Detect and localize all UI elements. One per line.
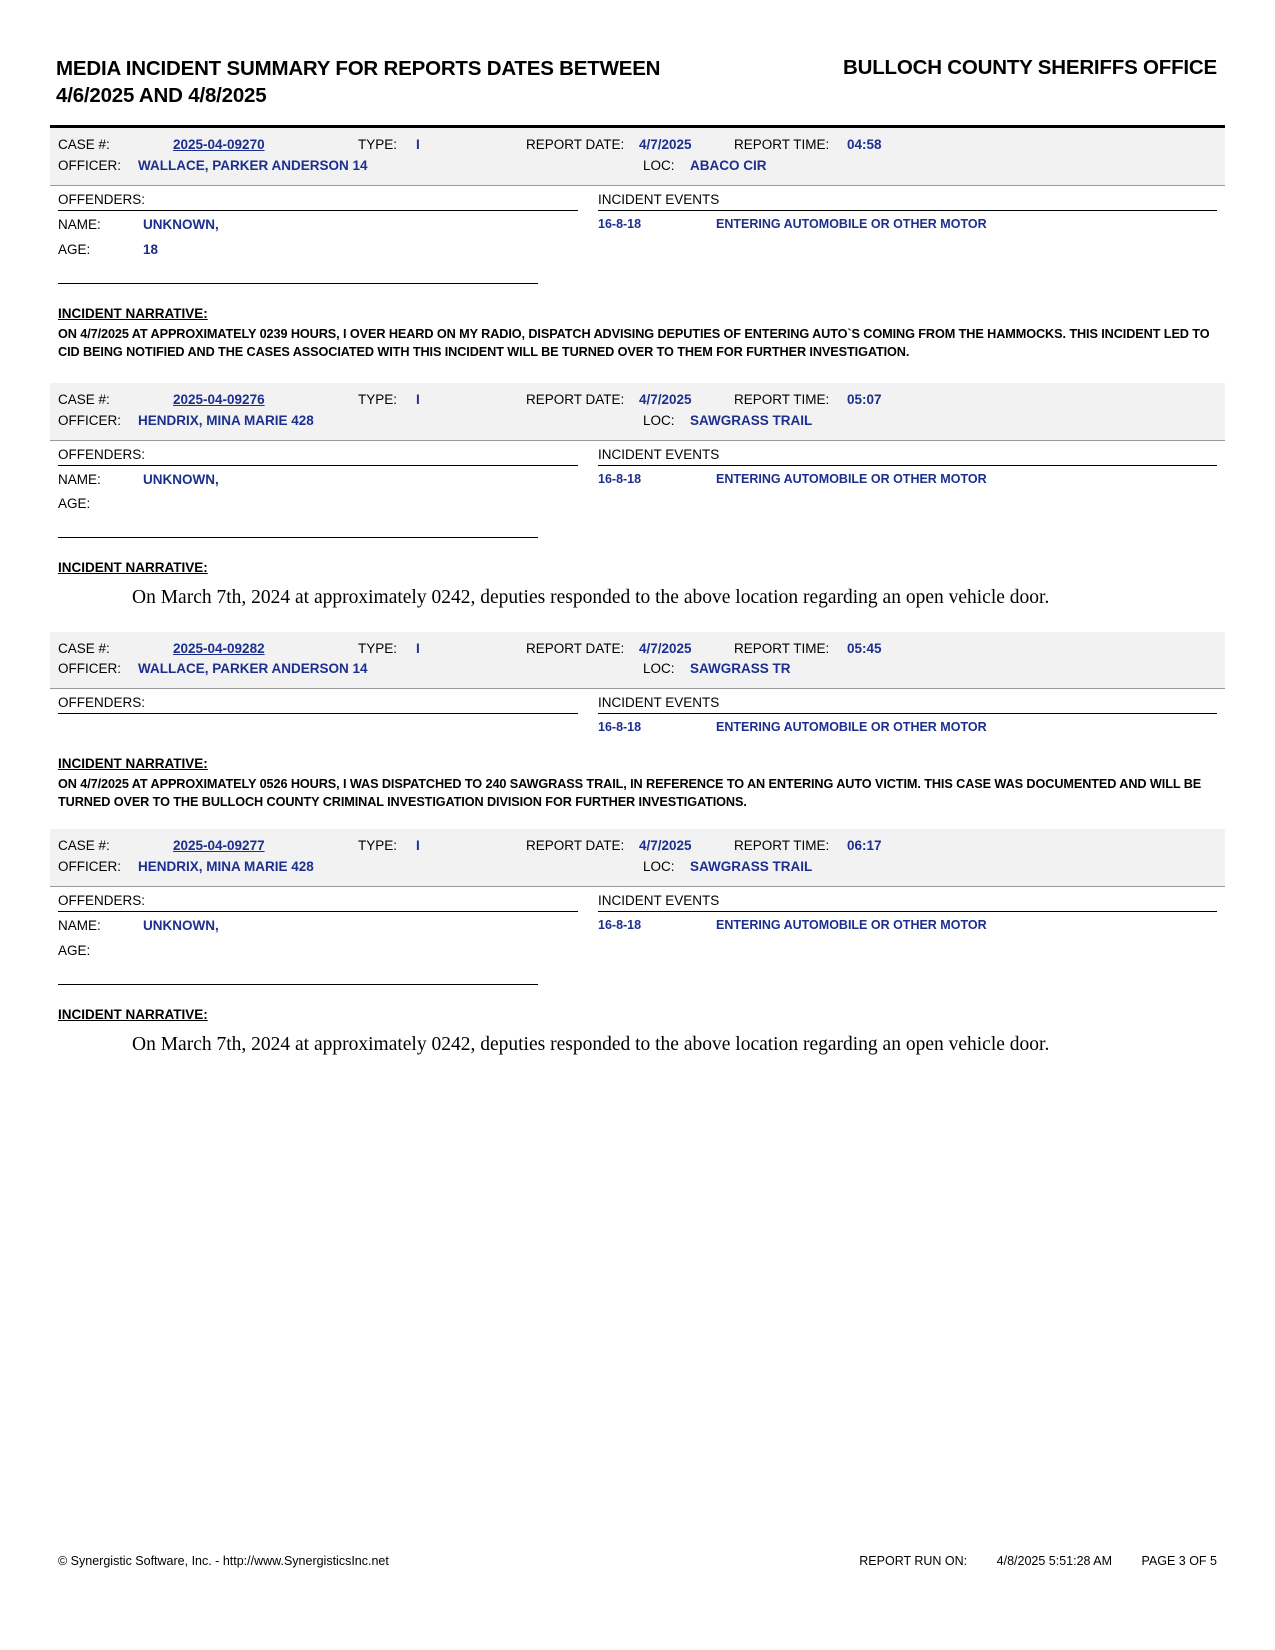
event-code: 16-8-18 <box>598 720 642 735</box>
event-row <box>598 912 1217 932</box>
event-code: 16-8-18 <box>598 471 642 486</box>
case-header <box>50 128 1225 186</box>
event-row <box>598 466 1217 486</box>
officer-label: OFFICER: <box>58 158 121 174</box>
events-section <box>598 887 1217 962</box>
offenders-bottom-divider <box>58 537 538 538</box>
officer-value: HENDRIX, MINA MARIE 428 <box>138 412 314 428</box>
offender-age-label: AGE: <box>58 496 91 512</box>
offender-age-value: 18 <box>143 241 159 257</box>
event-code: 16-8-18 <box>598 216 642 231</box>
report-date-value: 4/7/2025 <box>639 640 692 656</box>
case-details <box>50 441 1225 516</box>
offender-name-value: UNKNOWN, <box>143 918 219 934</box>
case-number-label: CASE #: <box>58 137 110 153</box>
case-details <box>50 887 1225 962</box>
report-date-label: REPORT DATE: <box>526 391 625 407</box>
page-number: PAGE 3 OF 5 <box>1141 1554 1217 1568</box>
events-section <box>598 689 1217 734</box>
offenders-bottom-divider <box>58 984 538 985</box>
report-date-value: 4/7/2025 <box>639 137 692 153</box>
narrative-text: ON 4/7/2025 AT APPROXIMATELY 0239 HOURS, I OVER HEARD ON MY RADIO, DISPATCH ADVISING DEPUTIES OF ENTERING AUTO`S COMING FROM THE HAMMOCKS. THIS INCIDENT LED TO CID BEING NOTIFIED AND THE CASES ASSOCIATED WITH THIS INCIDENT WILL BE TURNED OVER TO THEM FOR FURTHER INVESTIGATION. <box>58 326 1210 359</box>
report-time-value: 06:17 <box>847 838 882 854</box>
report-date-label: REPORT DATE: <box>526 640 625 656</box>
type-label: TYPE: <box>358 137 398 153</box>
offender-age-label: AGE: <box>58 241 91 257</box>
offender-name-label: NAME: <box>58 216 101 232</box>
incident-events-label: INCIDENT EVENTS <box>598 191 720 207</box>
event-description: ENTERING AUTOMOBILE OR OTHER MOTOR <box>716 720 987 735</box>
event-description: ENTERING AUTOMOBILE OR OTHER MOTOR <box>716 918 987 933</box>
offenders-bottom-divider <box>58 283 538 284</box>
officer-value: HENDRIX, MINA MARIE 428 <box>138 859 314 875</box>
offender-name-row <box>58 466 578 491</box>
case-number-label: CASE #: <box>58 640 110 656</box>
events-section <box>598 186 1217 261</box>
offenders-section <box>58 689 598 734</box>
case-number-label: CASE #: <box>58 391 110 407</box>
event-description: ENTERING AUTOMOBILE OR OTHER MOTOR <box>716 216 987 231</box>
report-date-value: 4/7/2025 <box>639 391 692 407</box>
officer-label: OFFICER: <box>58 859 121 875</box>
type-value: I <box>416 640 420 656</box>
report-time-label: REPORT TIME: <box>734 640 830 656</box>
offender-name-value: UNKNOWN, <box>143 216 219 232</box>
location-label: LOC: <box>643 158 675 174</box>
agency-name: BULLOCH COUNTY SHERIFFS OFFICE <box>842 56 1217 79</box>
type-value: I <box>416 391 420 407</box>
report-date-label: REPORT DATE: <box>526 137 625 153</box>
page-title: MEDIA INCIDENT SUMMARY FOR REPORTS DATES BETWEEN 4/6/2025 AND 4/8/2025 <box>56 57 661 108</box>
report-time-label: REPORT TIME: <box>734 391 830 407</box>
footer-meta <box>833 1554 1217 1568</box>
event-row <box>598 211 1217 231</box>
officer-value: WALLACE, PARKER ANDERSON 14 <box>138 661 368 677</box>
offender-name-label: NAME: <box>58 918 101 934</box>
report-time-value: 04:58 <box>847 137 882 153</box>
footer-copyright: © Synergistic Software, Inc. - http://www.SynergisticsInc.net <box>58 1554 389 1568</box>
narrative-text <box>50 1022 1225 1060</box>
case-number-value[interactable]: 2025-04-09282 <box>173 640 265 656</box>
offender-age-row <box>58 490 578 515</box>
incident-events-label: INCIDENT EVENTS <box>598 446 720 462</box>
offenders-label: OFFENDERS: <box>58 893 146 909</box>
narrative-title: INCIDENT NARRATIVE: <box>58 560 208 576</box>
location-value: SAWGRASS TRAIL <box>690 859 813 875</box>
narrative-text <box>50 575 1225 613</box>
narrative-text: ON 4/7/2025 AT APPROXIMATELY 0526 HOURS, I WAS DISPATCHED TO 240 SAWGRASS TRAIL, IN REFERENCE TO AN ENTERING AUTO VICTIM. THIS CASE WAS DOCUMENTED AND WILL BE TURNED OVER TO THE BULLOCH COUNTY CRIMINAL INVESTIGATION DIVISION FOR FURTHER INVESTIGATIONS. <box>58 777 1202 810</box>
offender-name-row <box>58 912 578 937</box>
narrative-paragraph: On March 7th, 2024 at approximately 0242, deputies responded to the above location regarding an open vehicle door. <box>132 1033 1050 1055</box>
case-block <box>50 128 1225 361</box>
event-description: ENTERING AUTOMOBILE OR OTHER MOTOR <box>716 471 987 486</box>
case-number-label: CASE #: <box>58 838 110 854</box>
location-value: ABACO CIR <box>690 158 767 174</box>
report-run-label: REPORT RUN ON: <box>859 1554 968 1568</box>
document-header <box>50 55 1225 109</box>
offenders-section <box>58 186 598 261</box>
report-time-label: REPORT TIME: <box>734 838 830 854</box>
case-header <box>50 632 1225 690</box>
offender-name-row <box>58 211 578 236</box>
offenders-label: OFFENDERS: <box>58 191 146 207</box>
offenders-label: OFFENDERS: <box>58 446 146 462</box>
officer-label: OFFICER: <box>58 412 121 428</box>
case-number-value[interactable]: 2025-04-09277 <box>173 838 265 854</box>
report-run-value: 4/8/2025 5:51:28 AM <box>996 1554 1113 1568</box>
location-label: LOC: <box>643 859 675 875</box>
offender-age-row <box>58 236 578 261</box>
type-label: TYPE: <box>358 640 398 656</box>
narrative-title: INCIDENT NARRATIVE: <box>58 305 208 321</box>
case-number-value[interactable]: 2025-04-09276 <box>173 391 265 407</box>
event-code: 16-8-18 <box>598 918 642 933</box>
offenders-section <box>58 887 598 962</box>
case-block <box>50 632 1225 812</box>
narrative-paragraph: On March 7th, 2024 at approximately 0242, deputies responded to the above location regarding an open vehicle door. <box>132 587 1050 609</box>
location-label: LOC: <box>643 661 675 677</box>
report-date-label: REPORT DATE: <box>526 838 625 854</box>
case-block <box>50 829 1225 1060</box>
report-time-value: 05:07 <box>847 391 882 407</box>
location-value: SAWGRASS TR <box>690 661 791 677</box>
officer-value: WALLACE, PARKER ANDERSON 14 <box>138 158 368 174</box>
event-row <box>598 714 1217 734</box>
case-header <box>50 829 1225 887</box>
offender-name-label: NAME: <box>58 471 101 487</box>
type-label: TYPE: <box>358 391 398 407</box>
case-details <box>50 689 1225 734</box>
case-details <box>50 186 1225 261</box>
offender-age-label: AGE: <box>58 943 91 959</box>
narrative-title: INCIDENT NARRATIVE: <box>58 756 208 772</box>
report-time-label: REPORT TIME: <box>734 137 830 153</box>
offenders-section <box>58 441 598 516</box>
officer-label: OFFICER: <box>58 661 121 677</box>
type-label: TYPE: <box>358 838 398 854</box>
case-number-value[interactable]: 2025-04-09270 <box>173 137 265 153</box>
incident-events-label: INCIDENT EVENTS <box>598 695 720 711</box>
incident-events-label: INCIDENT EVENTS <box>598 893 720 909</box>
case-block <box>50 383 1225 614</box>
case-header <box>50 383 1225 441</box>
offenders-divider <box>58 713 578 714</box>
offender-name-value: UNKNOWN, <box>143 471 219 487</box>
report-date-value: 4/7/2025 <box>639 838 692 854</box>
report-time-value: 05:45 <box>847 640 882 656</box>
events-section <box>598 441 1217 516</box>
location-label: LOC: <box>643 412 675 428</box>
type-value: I <box>416 838 420 854</box>
offender-age-row <box>58 937 578 962</box>
location-value: SAWGRASS TRAIL <box>690 412 813 428</box>
page-footer <box>50 1554 1225 1568</box>
type-value: I <box>416 137 420 153</box>
narrative-title: INCIDENT NARRATIVE: <box>58 1006 208 1022</box>
offenders-label: OFFENDERS: <box>58 695 146 711</box>
